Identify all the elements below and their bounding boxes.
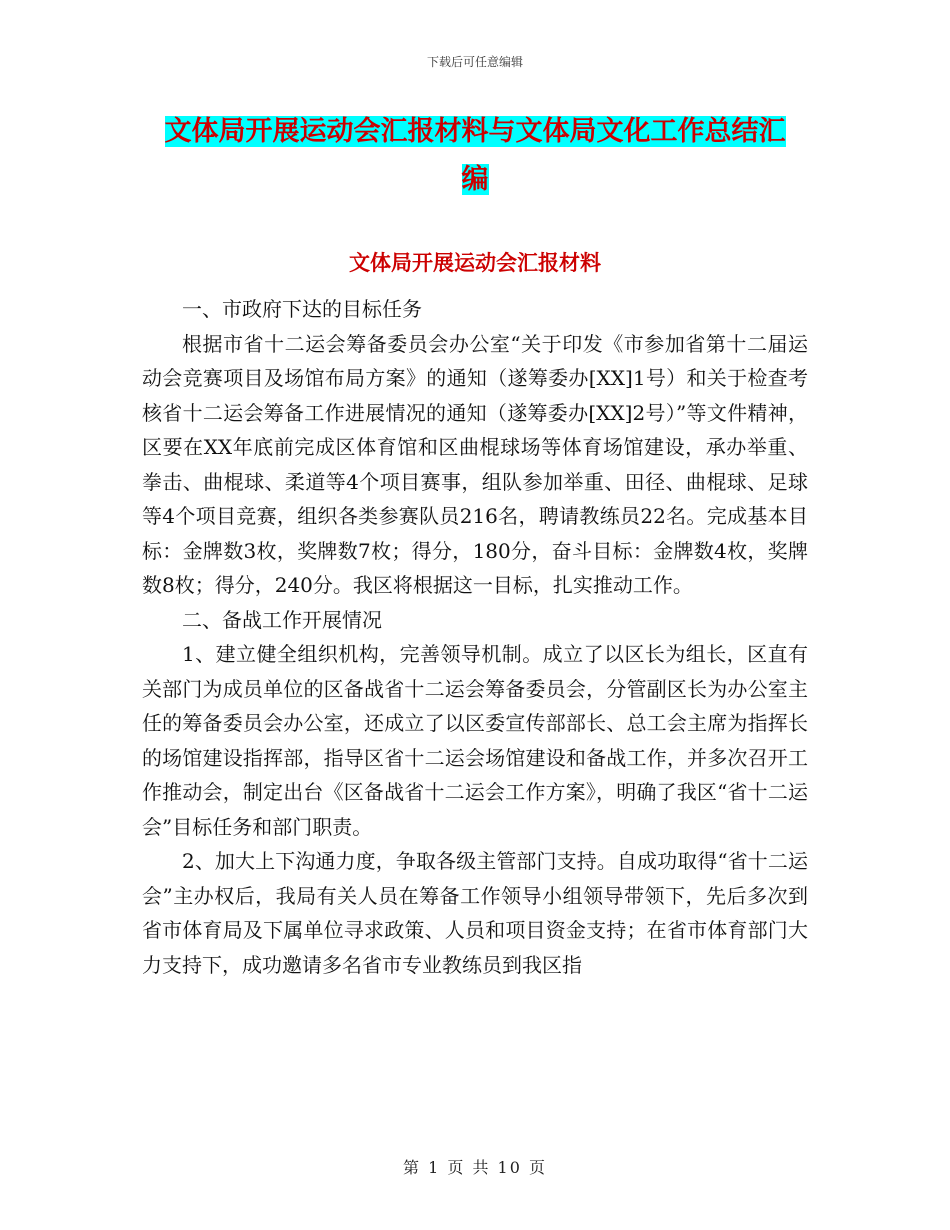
document-body bbox=[142, 292, 808, 982]
title-line-1: 文体局开展运动会汇报材料与文体局文化工作总结汇 bbox=[164, 116, 786, 147]
document-title bbox=[140, 108, 810, 204]
paragraph: 根据市省十二运会筹备委员会办公室“关于印发《市参加省第十二届运动会竞赛项目及场馆布局方案》的通知（遂筹委办[XX]1号）和关于检查考核省十二运会筹备工作进展情况的通知（遂筹委办[XX]2号）”等文件精神，区要在XX年底前完成区体育馆和区曲棍球场等体育场馆建设，承办举重、拳击、曲棍球、柔道等4个项目赛事，组队参加举重、田径、曲棍球、足球等4个项目竞赛，组织各类参赛队员216名，聘请教练员22名。完成基本目标：金牌数3枚，奖牌数7枚；得分，180分，奋斗目标：金牌数4枚，奖牌数8枚；得分，240分。我区将根据这一目标，扎实推动工作。 bbox=[142, 331, 808, 597]
title-line-2: 编 bbox=[461, 164, 489, 195]
paragraph: 1、建立健全组织机构，完善领导机制。成立了以区长为组长，区直有关部门为成员单位的区备战省十二运会筹备委员会，分管副区长为办公室主任的筹备委员会办公室，还成立了以区委宣传部部长、总工会主席为指挥长的场馆建设指挥部，指导区省十二运会场馆建设和备战工作，并多次召开工作推动会，制定出台《区备战省十二运会工作方案》，明确了我区“省十二运会”目标任务和部门职责。 bbox=[142, 642, 808, 839]
section-title: 文体局开展运动会汇报材料 bbox=[349, 250, 601, 275]
paragraph-heading-1: 一、市政府下达的目标任务 bbox=[182, 297, 422, 321]
paragraph-heading-2: 二、备战工作开展情况 bbox=[182, 607, 382, 632]
page-header: 下载后可任意编辑 bbox=[426, 55, 523, 69]
page-footer: 第 1 页 共 10 页 bbox=[403, 1158, 547, 1177]
paragraph: 2、加大上下沟通力度，争取各级主管部门支持。自成功取得“省十二运会”主办权后，我局有关人员在筹备工作领导小组领导带领下，先后多次到省市体育局及下属单位寻求政策、人员和项目资金支持；在省市体育部门大力支持下，成功邀请多名省市专业教练员到我区指 bbox=[142, 849, 808, 977]
